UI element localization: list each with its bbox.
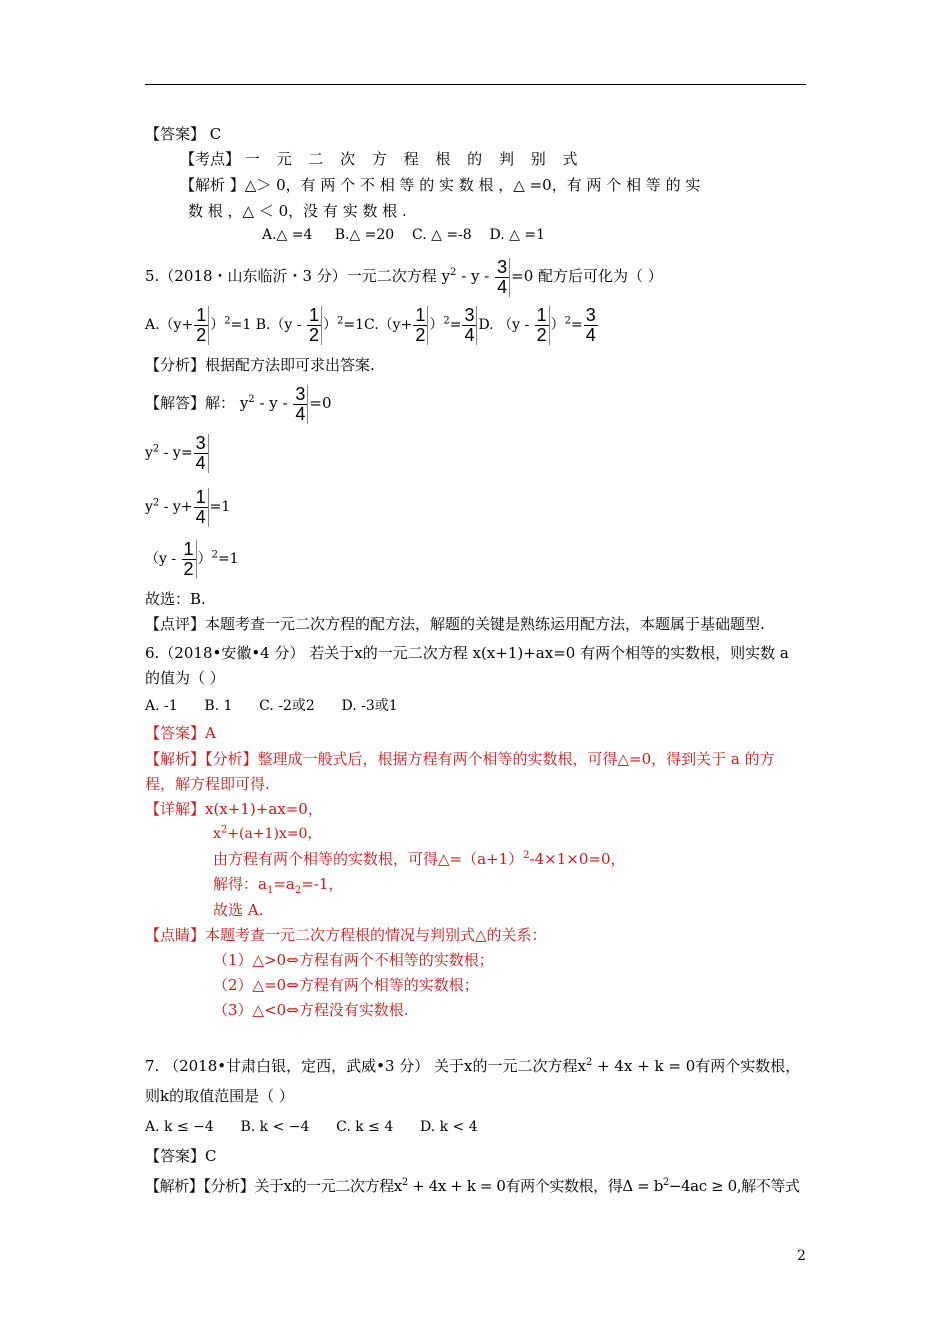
q5-step3: $y^2 - y+$ $\frac{1}{4}$ =1	[145, 486, 231, 527]
q4-answer-line: 【答案】 C	[145, 125, 222, 143]
fraction: $\frac{1}{4}$	[194, 488, 209, 527]
q6-xiangjie-line4: 解得：$a_1=a_2=-1$，	[213, 875, 344, 896]
q7-stem-line2: 则k的取值范围是（ ）	[145, 1087, 294, 1105]
q6-jiexi-line1: 【解析】【分析】整理成一般式后，根据方程有两个相等的实数根，可得△=0，得到关于 a 的方	[145, 750, 775, 768]
q7-options: A. k ≤ −4 B. k < −4 C. k ≤ 4 D. k < 4	[145, 1119, 478, 1135]
q4-jiexi-line2: 数 根 ，△ ＜ 0，没 有 实 数 根 .	[188, 202, 407, 220]
q6-xiangjie-line1: 【详解】x(x+1)+ax=0，	[145, 800, 323, 818]
q6-xiangjie-line3: 由方程有两个相等的实数根，可得$\triangle=(a+1)^2-4\times 1\times 0=0$，	[213, 850, 626, 868]
q6-jiexi-line2: 程，解方程即可得.	[145, 775, 270, 793]
q4-kaodian-line: 【考点】 一 元 二 次 方 程 根 的 判 别 式	[180, 150, 584, 168]
fraction: $\frac{3}{4}$	[293, 385, 308, 424]
q6-options: A. -1 B. 1 C. -2或2 D. -3或1	[145, 698, 398, 714]
q7-stem-line1: 7. （2018•甘肃白银，定西，武威•3 分） 关于x的一元二次方程$x^2 + 4x + k = 0$有两个实数根，	[145, 1057, 801, 1075]
q4-jiexi-line1: 【解析 】△＞ 0，有 两 个 不 相 等 的 实 数 根 ，△ =0，有 两 个 相 等 的 实	[180, 176, 701, 194]
fraction: $\frac{1}{2}$	[182, 540, 197, 579]
page-number: 2	[797, 1248, 806, 1264]
fraction: $\frac{3}{4}$	[194, 434, 209, 473]
fraction: $\frac{3}{4}$	[462, 306, 477, 345]
q5-jieda: 【解答】解： $y^2$ - y - $\frac{3}{4}$ =0	[145, 383, 332, 424]
q6-rule-1: （1）△>0⇔方程有两个不相等的实数根；	[213, 951, 494, 969]
q5-stem: 5.（2018・山东临沂・3 分）一元二次方程 $y^2$ - y - $\frac{3}{4}$ =0 配方后可化为（ ）	[145, 256, 663, 297]
q5-options: A.（y+ $\frac{1}{2}$ ）$^2$=1 B.（y - $\frac{1}{2}$ ）$^2$=1C.（y+ $\frac{1}{2}$ ）$^2$= $\frac{3}{4}$ D. （y - $\frac{1}{2}$ ）$^2$= $\frac{3}{4}$	[145, 304, 596, 345]
fraction: $\frac{1}{2}$	[535, 306, 550, 345]
header-rule	[145, 84, 806, 85]
q6-dianjing: 【点睛】本题考查一元二次方程根的情况与判别式△的关系：	[145, 926, 547, 944]
fraction: $\frac{1}{2}$	[194, 306, 209, 345]
q6-stem-line2: 的值为（ ）	[145, 669, 225, 687]
fraction: $\frac{1}{2}$	[413, 306, 428, 345]
q6-xiangjie-line5: 故选 A.	[213, 901, 264, 919]
fraction: $\frac{1}{2}$	[307, 306, 322, 345]
q5-guxuan: 故选：B.	[145, 590, 206, 608]
q5-step2: $y^2 - y=$ $\frac{3}{4}$	[145, 433, 210, 473]
fraction: $\frac{3}{4}$	[585, 304, 596, 345]
q5-dianping: 【点评】本题考查一元二次方程的配方法，解题的关键是熟练运用配方法，本题属于基础题型.	[145, 615, 765, 633]
q6-rule-3: （3）△<0⇔方程没有实数根.	[213, 1001, 409, 1019]
q6-rule-2: （2）△=0⇔方程有两个相等的实数根；	[213, 976, 479, 994]
q6-xiangjie-line2: $x^2+(a+1)x=0$，	[213, 824, 322, 842]
q6-answer: 【答案】A	[145, 724, 216, 742]
q7-jiexi: 【解析】【分析】关于x的一元二次方程$x^2 + 4x + k = 0$有两个实数根，得$\Delta = b^2-4ac \ge 0$,解不等式	[145, 1177, 800, 1195]
q7-answer: 【答案】C	[145, 1147, 217, 1165]
q5-step4: （y - $\frac{1}{2}$ ）$^2$=1	[145, 538, 239, 579]
q5-fenxi: 【分析】根据配方法即可求出答案.	[145, 356, 375, 374]
fraction: $\frac{3}{4}$	[495, 258, 510, 297]
q4-options: A.△ =4 B.△ =20 C. △ =-8 D. △ =1	[262, 227, 545, 243]
q6-stem-line1: 6.（2018•安徽•4 分） 若关于x的一元二次方程 x(x+1)+ax=0 有两个相等的实数根，则实数 a	[145, 644, 789, 662]
